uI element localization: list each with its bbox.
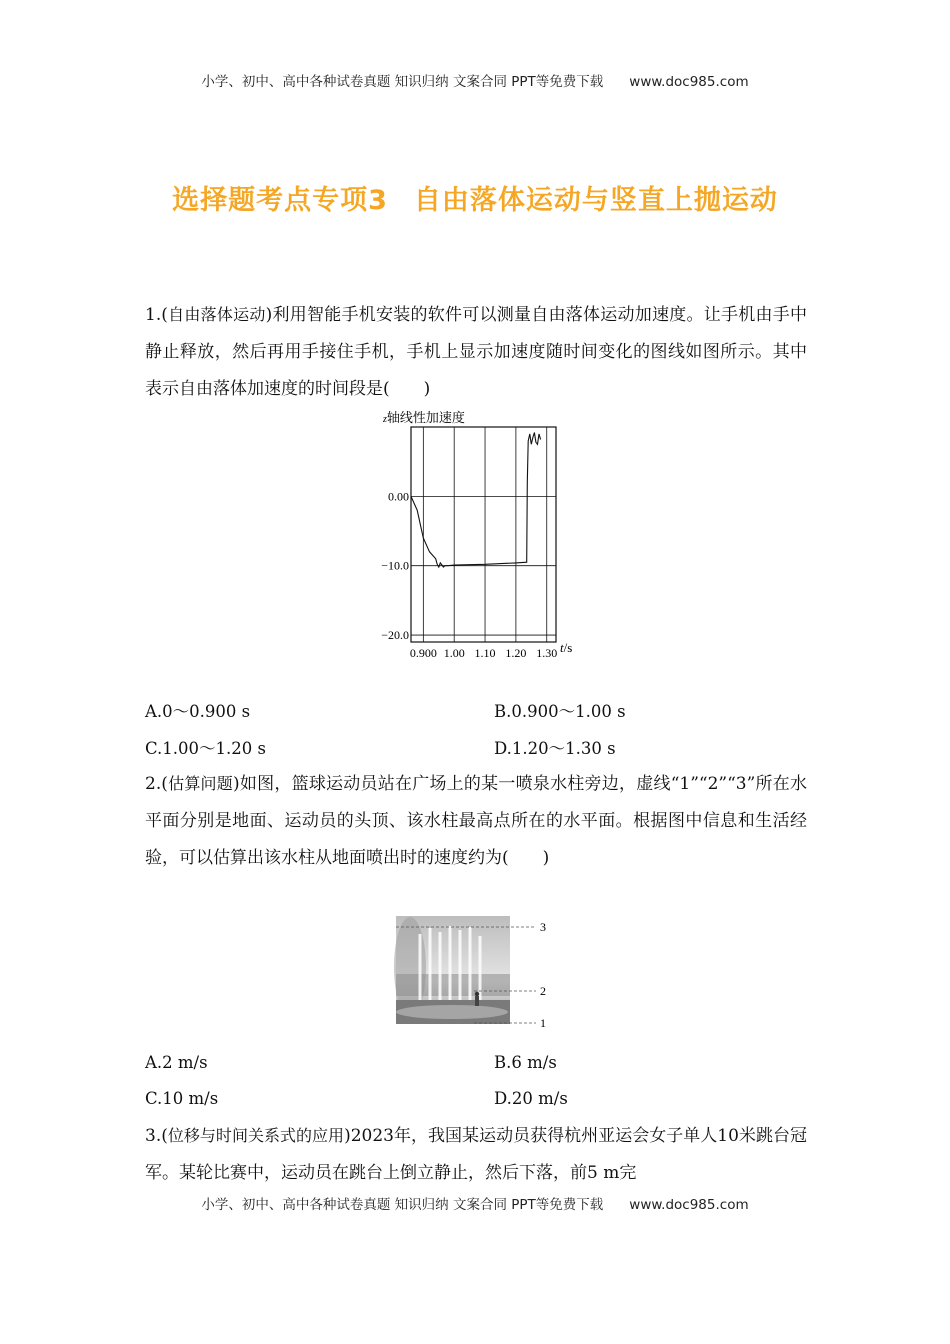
x-axis-label: t/s [560,640,573,655]
header-site-link[interactable]: www.doc985.com [629,74,749,90]
footer-text: 小学、初中、高中各种试卷真题 知识归纳 文案合同 PPT等免费下载 [201,1197,604,1213]
footer-site-link[interactable]: www.doc985.com [629,1197,749,1213]
x-tick-label-0: 0.900 [409,646,437,660]
q1-option-b[interactable]: B.0.900～1.00 s [494,702,626,721]
fountain-photo [394,916,510,1024]
level-1-label: 1 [540,1016,546,1030]
question-2 [145,765,807,877]
x-tick-label-1: 1.00 [443,646,465,660]
x-tick-label-3: 1.20 [505,646,527,660]
question-3 [145,1117,807,1192]
y-tick-labels [381,489,409,642]
page-title [0,178,950,217]
fountain-figure [390,912,560,1032]
q3-text: )2023年，我国某运动员获得杭州亚运会女子单人10米跳台冠军。某轮比赛中，运动员在跳台上倒立静止，然后下落，前5 m完 [145,1126,807,1183]
q1-option-c[interactable]: C.1.00～1.20 s [145,739,266,758]
y-tick-label-0: 0.00 [388,489,409,504]
q1-number: 1.( [145,305,168,325]
q1-option-d[interactable]: D.1.20～1.30 s [494,739,616,758]
title-main: 选择题考点专项3 [172,185,388,216]
level-2-label: 2 [540,984,546,998]
question-1 [145,296,807,408]
q3-number: 3.( [145,1126,168,1146]
q1-tag: 自由落体运动 [167,305,266,324]
acceleration-series-line [411,433,541,568]
x-tick-label-4: 1.30 [536,646,558,660]
footer-banner [0,1193,950,1213]
level-3-label: 3 [540,920,546,934]
chart-frame [411,427,556,642]
q2-number: 2.( [145,774,168,794]
y-tick-label-2: −20.0 [381,628,409,643]
chart-title: z轴线性加速度 [383,410,465,425]
q1-text: )利用智能手机安装的软件可以测量自由落体运动加速度。让手机由手中静止释放，然后再用手接住手机，手机上显示加速度随时间变化的图线如图所示。其中表示自由落体加速度的时间段是( ) [145,305,807,399]
chart-grid [411,427,556,642]
x-tick-label-2: 1.10 [474,646,496,660]
header-banner [0,70,950,90]
q2-tag: 估算问题 [167,774,234,793]
q2-option-c[interactable]: C.10 m/s [145,1089,219,1108]
y-tick-label-1: −10.0 [381,558,409,573]
header-text: 小学、初中、高中各种试卷真题 知识归纳 文案合同 PPT等免费下载 [201,74,604,90]
q2-text: )如图，篮球运动员站在广场上的某一喷泉水柱旁边，虚线“1”“2”“3”所在水平面分别是地面、运动员的头顶、该水柱最高点所在的水平面。根据图中信息和生活经验，可以估算出该水柱从地面喷出时的速度约为( ) [145,774,807,868]
q2-option-a[interactable]: A.2 m/s [145,1053,208,1072]
q2-option-d[interactable]: D.20 m/s [494,1089,568,1108]
q1-option-a[interactable]: A.0～0.900 s [145,702,251,721]
acceleration-chart [363,403,583,675]
q2-option-b[interactable]: B.6 m/s [494,1053,557,1072]
title-sub: 自由落体运动与竖直上抛运动 [413,185,778,216]
q3-tag: 位移与时间关系式的应用 [167,1126,345,1145]
x-tick-labels [410,646,557,660]
